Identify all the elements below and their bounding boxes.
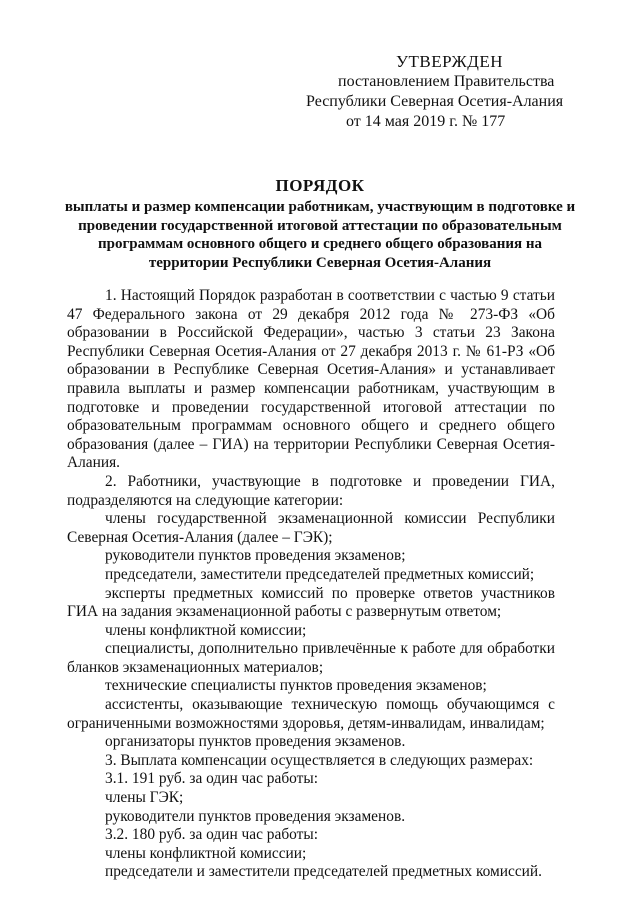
document-title-block [60, 176, 580, 272]
category-item: специалисты, дополнительно привлечённые к работе для обработки бланков экзаменационных материалов; [67, 640, 555, 676]
rate-item: члены конфликтной комиссии; [105, 844, 307, 862]
approval-heading: УТВЕРЖДЕН [396, 52, 503, 71]
paragraph-3-1: 3.1. 191 руб. за один час работы: [105, 770, 318, 788]
category-item: председатели, заместители председателей предметных комиссий; [105, 565, 535, 583]
rate-item: члены ГЭК; [105, 789, 184, 807]
paragraph-3: 3. Выплата компенсации осуществляется в следующих размерах: [105, 751, 534, 769]
rate-item: председатели и заместители председателей предметных комиссий. [105, 863, 543, 881]
document-subtitle: выплаты и размер компенсации работникам, участвующим в подготовке и проведении государственной итоговой аттестации по образовательным программам основного общего и среднего общего образования на территории Республики Северная Осетия-Алания [64, 199, 576, 271]
document-body [67, 287, 555, 882]
category-item: эксперты предметных комиссий по проверке ответов участников ГИА на задания экзаменационной работы с развернутым ответом; [67, 584, 555, 621]
approval-line-2: Республики Северная Осетия-Алания [306, 93, 564, 110]
paragraph-2: 2. Работники, участвующие в подготовке и проведении ГИА, подразделяются на следующие категории: [67, 472, 555, 509]
category-item: ассистенты, оказывающие техническую помощь обучающимся с ограниченными возможностями здоровья, детям-инвалидам, инвалидам; [67, 696, 555, 732]
paragraph-3-2: 3.2. 180 руб. за один час работы: [105, 826, 318, 844]
paragraph-1: 1. Настоящий Порядок разработан в соответствии с частью 9 статьи 47 Федерального закона от 29 декабря 2012 года № 273-ФЗ «Об образовании в Российской Федерации», частью 3 статьи 23 Закона Республики Северная Осетия-Алания от 27 декабря 2013 г. № 61-РЗ «Об образовании в Республике Северная Осетия-Алания» и устанавливает правила выплаты и размер компенсации работникам, участвующим в подготовке и проведении государственной итоговой аттестации по образовательным программам основного общего и среднего общего образования (далее – ГИА) на территории Республики Северная Осетия-Алания. [67, 287, 555, 472]
category-item: члены государственной экзаменационной комиссии Республики Северная Осетия-Алания (далее – ГЭК); [67, 510, 555, 546]
approval-line-3: от 14 мая 2019 г. № 177 [346, 113, 506, 130]
category-item: члены конфликтной комиссии; [105, 621, 307, 639]
category-item: руководители пунктов проведения экзаменов; [105, 547, 406, 565]
approval-stamp [300, 52, 580, 132]
rate-item: руководители пунктов проведения экзаменов. [105, 807, 406, 825]
category-item: организаторы пунктов проведения экзаменов. [105, 733, 406, 751]
approval-line-1: постановлением Правительства [338, 73, 555, 90]
document-title: ПОРЯДОК [275, 176, 365, 195]
category-item: технические специалисты пунктов проведения экзаменов; [105, 677, 487, 695]
